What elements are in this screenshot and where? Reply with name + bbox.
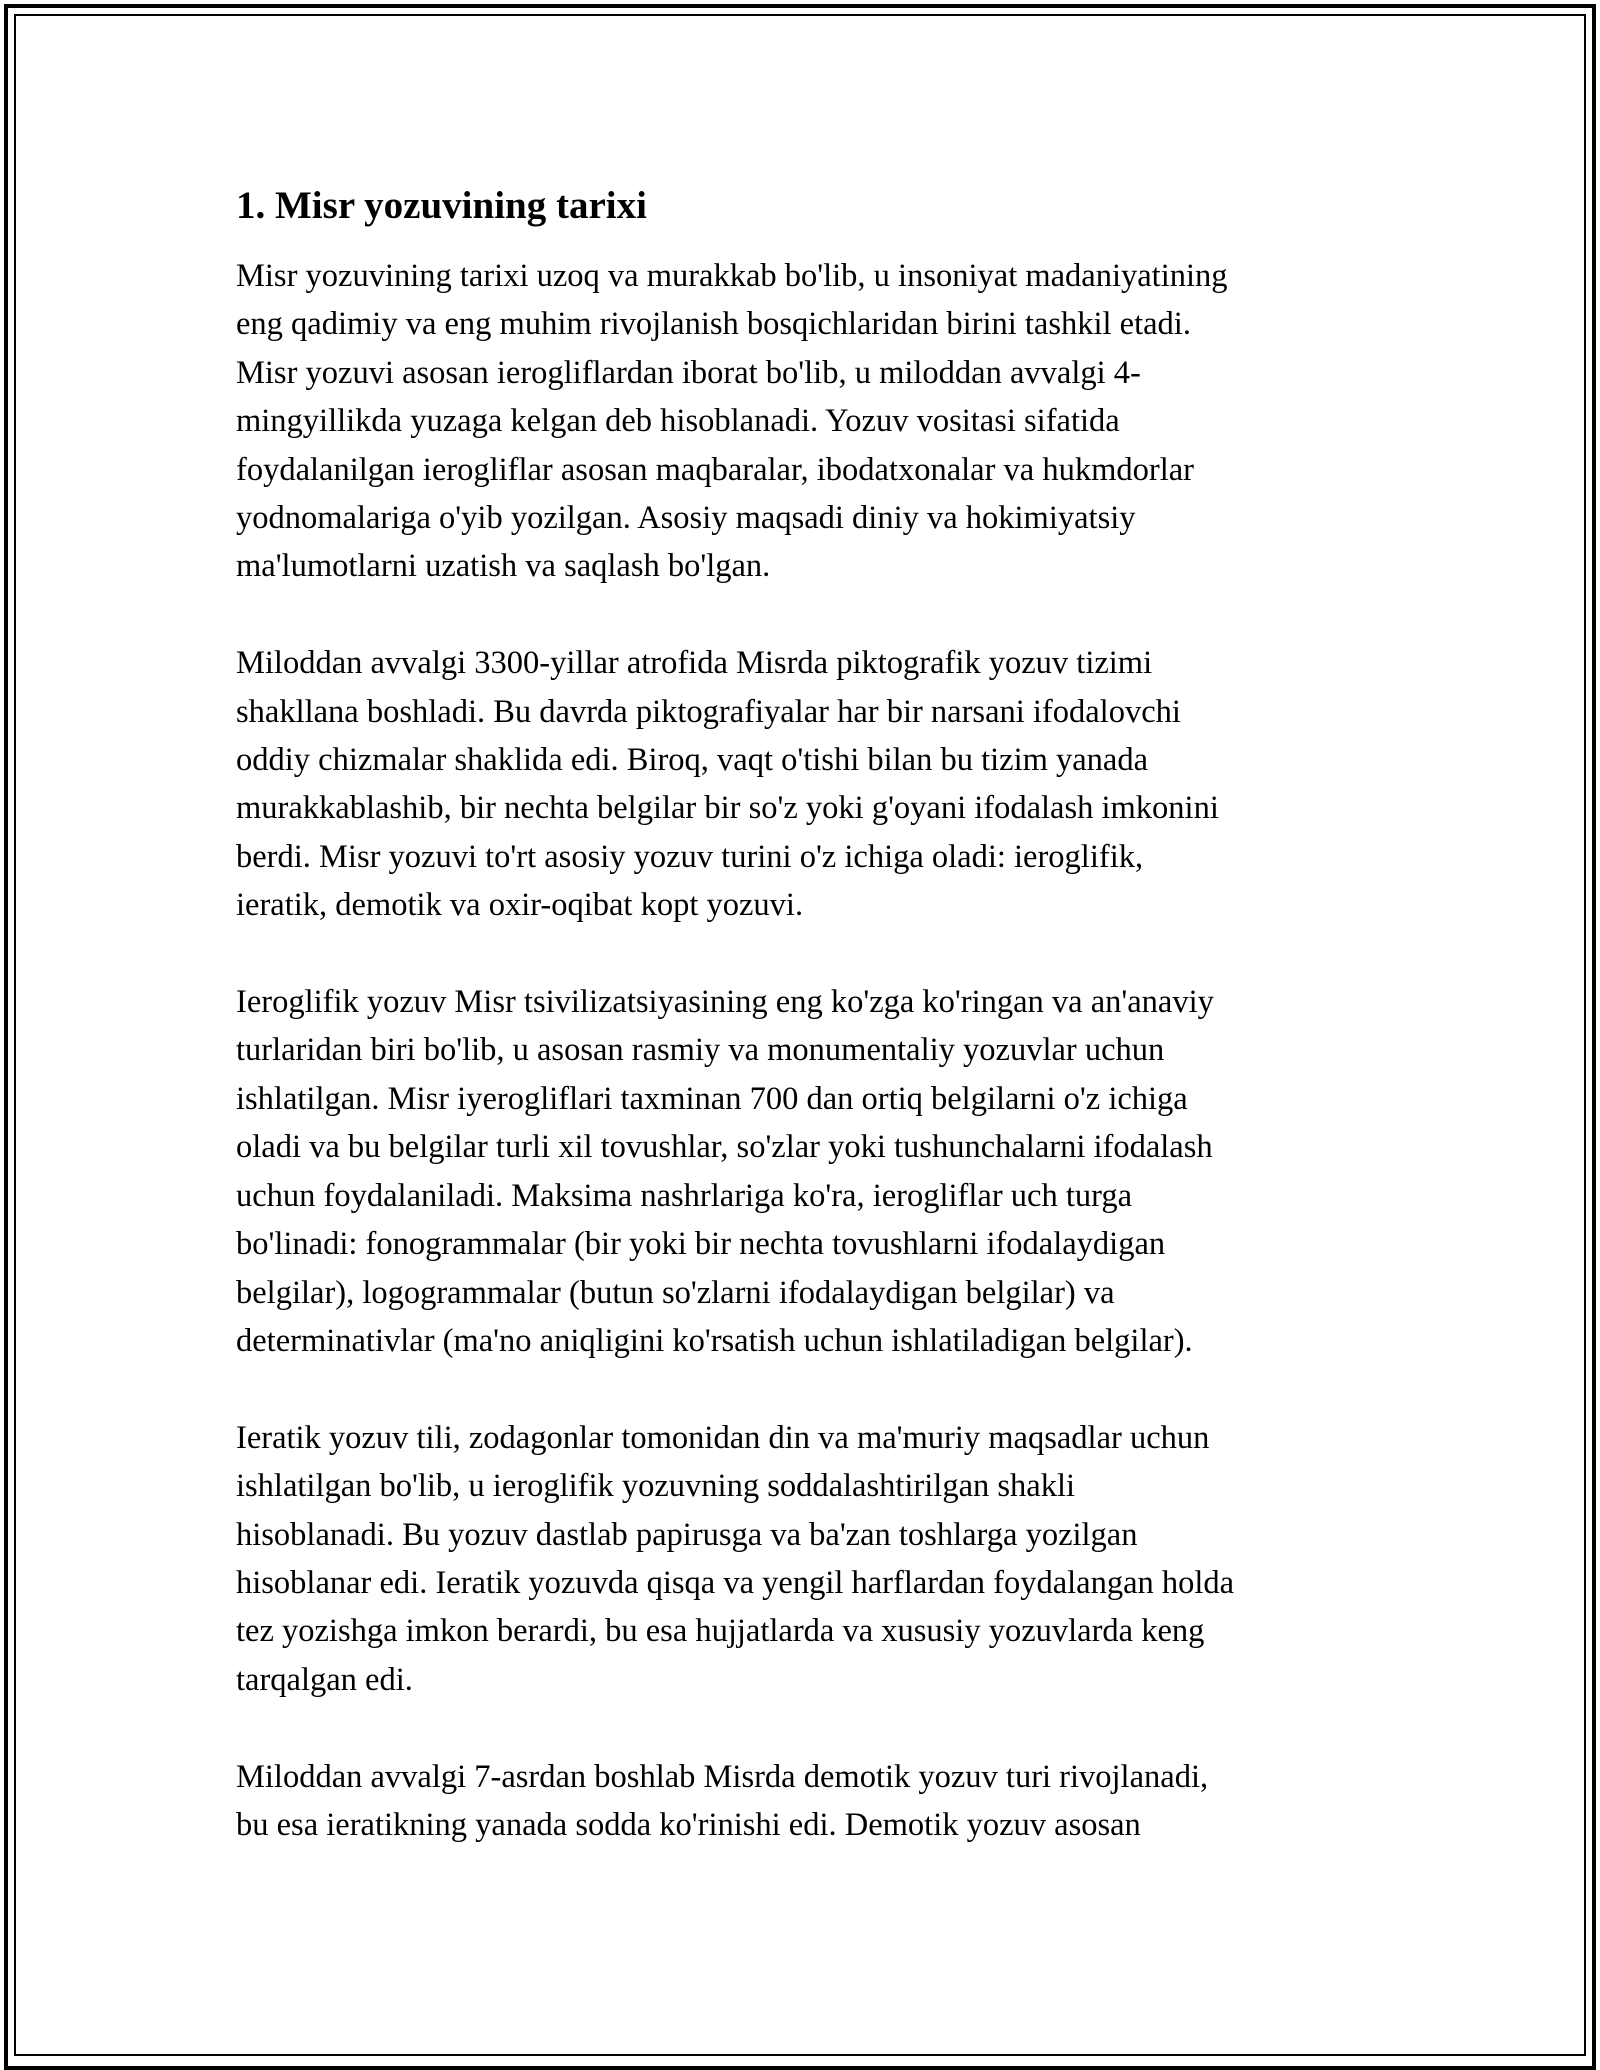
text-line: Misr yozuvi asosan ierogliflardan iborat bo'lib, u miloddan avvalgi 4- (236, 354, 1141, 391)
section-heading: 1. Misr yozuvining tarixi (236, 184, 647, 227)
text-line: berdi. Misr yozuvi to'rt asosiy yozuv turini o'z ichiga oladi: ieroglifik, (236, 838, 1144, 875)
text-line: tarqalgan edi. (236, 1661, 413, 1698)
text-line: ieratik, demotik va oxir-oqibat kopt yozuvi. (236, 887, 804, 924)
text-line: ma'lumotlarni uzatish va saqlash bo'lgan. (236, 548, 771, 585)
text-line: bo'linadi: fonogrammalar (bir yoki bir nechta tovushlarni ifodalaydigan (236, 1226, 1166, 1263)
text-line: oladi va bu belgilar turli xil tovushlar, so'zlar yoki tushunchalarni ifodalash (236, 1129, 1213, 1166)
text-line: tez yozishga imkon berardi, bu esa hujjatlarda va xususiy yozuvlarda keng (236, 1613, 1205, 1650)
text-line: ishlatilgan. Misr iyerogliflari taxminan 700 dan ortiq belgilarni o'z ichiga (236, 1080, 1188, 1117)
text-line: ishlatilgan bo'lib, u ieroglifik yozuvning soddalashtirilgan shakli (236, 1468, 1076, 1505)
text-line: Miloddan avvalgi 7-asrdan boshlab Misrda demotik yozuv turi rivojlanadi, (236, 1758, 1209, 1795)
text-line: turlaridan biri bo'lib, u asosan rasmiy va monumentaliy yozuvlar uchun (236, 1032, 1165, 1069)
paragraph-4 (236, 1414, 1366, 1704)
document-body (236, 182, 1366, 1898)
text-line: yodnomalariga o'yib yozilgan. Asosiy maqsadi diniy va hokimiyatsiy (236, 500, 1136, 537)
text-line: hisoblanadi. Bu yozuv dastlab papirusga va ba'zan toshlarga yozilgan (236, 1516, 1138, 1553)
text-line: eng qadimiy va eng muhim rivojlanish bosqichlaridan birini tashkil etadi. (236, 306, 1191, 343)
text-line: oddiy chizmalar shaklida edi. Biroq, vaqt o'tishi bilan bu tizim yanada (236, 742, 1149, 779)
text-line: Misr yozuvining tarixi uzoq va murakkab bo'lib, u insoniyat madaniyatining (236, 258, 1228, 294)
paragraph-3 (236, 978, 1366, 1365)
text-line: uchun foydalaniladi. Maksima nashrlariga ko'ra, ierogliflar uch turga (236, 1177, 1133, 1214)
paragraph-5 (236, 1753, 1366, 1850)
text-line: Ieratik yozuv tili, zodagonlar tomonidan din va ma'muriy maqsadlar uchun (236, 1419, 1210, 1456)
text-line: bu esa ieratikning yanada sodda ko'rinishi edi. Demotik yozuv asosan (236, 1806, 1141, 1843)
text-line: murakkablashib, bir nechta belgilar bir so'z yoki g'oyani ifodalash imkonini (236, 790, 1219, 827)
text-line: belgilar), logogrammalar (butun so'zlarni ifodalaydigan belgilar) va (236, 1274, 1115, 1311)
text-line: mingyillikda yuzaga kelgan deb hisoblanadi. Yozuv vositasi sifatida (236, 403, 1120, 440)
paragraph-2 (236, 639, 1366, 929)
text-line: Miloddan avvalgi 3300-yillar atrofida Misrda piktografik yozuv tizimi (236, 645, 1153, 682)
text-line: hisoblanar edi. Ieratik yozuvda qisqa va yengil harflardan foydalangan holda (236, 1564, 1235, 1601)
text-line: determinativlar (ma'no aniqligini ko'rsatish uchun ishlatiladigan belgilar). (236, 1322, 1193, 1359)
text-line: Ieroglifik yozuv Misr tsivilizatsiyasining eng ko'zga ko'ringan va an'anaviy (236, 984, 1214, 1021)
paragraph-1 (236, 252, 1366, 591)
text-line: foydalanilgan ierogliflar asosan maqbaralar, ibodatxonalar va hukmdorlar (236, 451, 1194, 488)
text-line: shakllana boshladi. Bu davrda piktografiyalar har bir narsani ifodalovchi (236, 693, 1181, 730)
